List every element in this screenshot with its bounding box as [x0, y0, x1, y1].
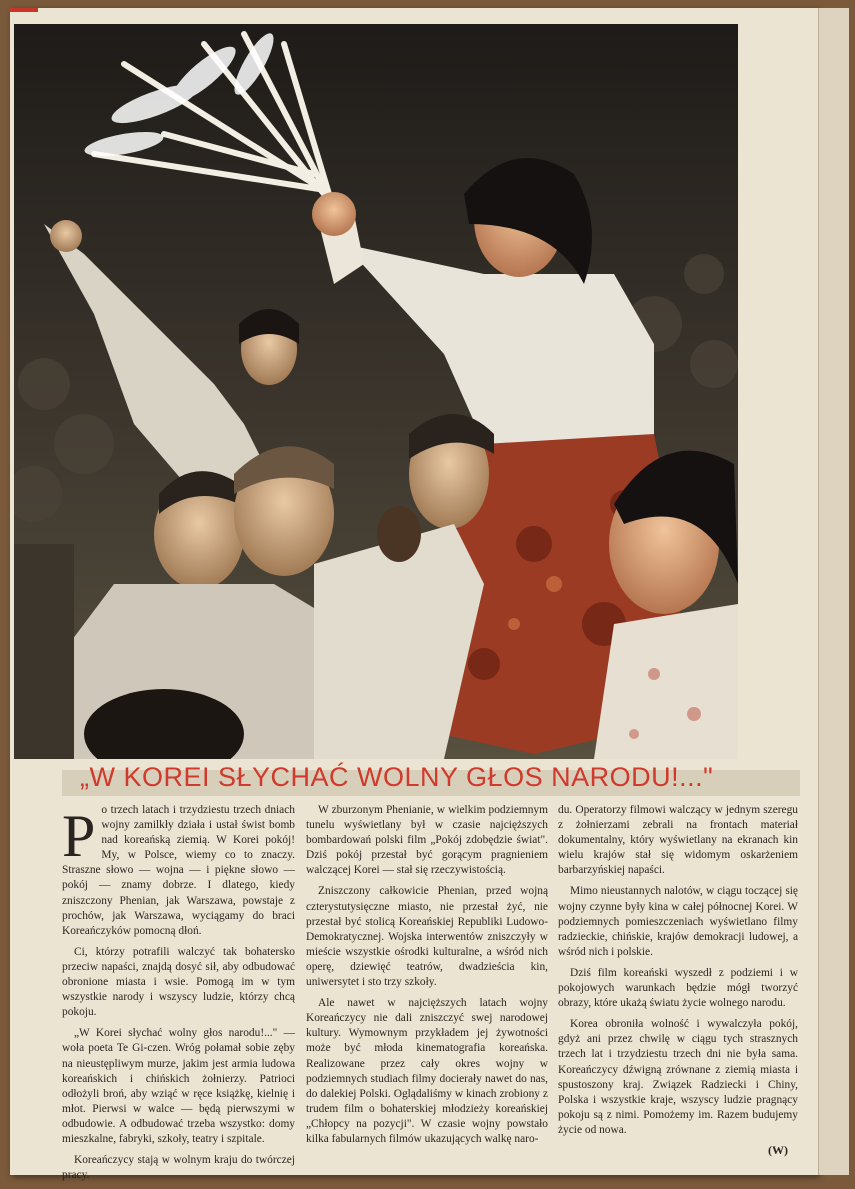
red-corner-mark [10, 8, 38, 12]
paragraph: Mimo nieustannych nalotów, w ciągu toczącej się wojny czynne były kina w całej północnej Korei. W podziemnych pomieszczeniach wyświetlano filmy radzieckie, chińskie, krajów demokracji ludowej, a wśród nich i polskie. [558, 885, 798, 958]
paragraph: Ale nawet w najcięższych latach wojny Koreańczycy nie dali zniszczyć swej narodowej kultury. Wymownym przykładem jej żywotności może być młoda kinematografia koreańska. Realizowane przez cały okres wojny w podziemnych studiach filmy docierały nawet do nas, do dalekiej Polski. Oglądaliśmy w kinach zrobiony z trudem film o bohaterskiej młodzieży koreańskiej „Chłopcy na pozycji". W czasie wojny powstało kilka fabularnych filmów ukazujących walkę naro- [306, 997, 548, 1145]
paragraph: Korea obroniła wolność i wywalczyła pokój, gdyż ani przez chwilę w ciągu tych strasznych trzech lat i trzydziestu trzech dni nie była sama. Koreańczycy dźwigną zrównane z ziemią miasta i spustoszony kraj. Związek Radziecki i Chiny, Polska i wszystkie kraje, wszyscy ludzie pragnący pokoju są z nimi. Pomożemy im. Razem budujemy życie od nowa. [558, 1018, 798, 1136]
article-headline: „W KOREI SŁYCHAĆ WOLNY GŁOS NARODU!..." [80, 762, 714, 792]
paragraph: „W Korei słychać wolny głos narodu!..." — woła poeta Te Gi-czen. Wróg połamał sobie zęby na nieustępliwym murze, jakim jest armia ludowa koreańskich i chińskich żołnierzy. Patrioci odłożyli broń, aby wziąć w ręce książkę, kielnię i młot. Pierwsi w walce — będą pierwszymi w odbudowie. A odbudować trzeba wszystko: domy mieszkalne, fabryki, szkoły, teatry i szpitale. [62, 1027, 295, 1145]
paragraph: Ci, którzy potrafili walczyć tak bohatersko przeciw napaści, znajdą dosyć sił, aby odbudować obronione miasta i wsie. Pomogą im w tym wszystkie narody i wszyscy ludzie, którzy chcą pokoju. [62, 945, 295, 1019]
paragraph: o trzech latach i trzydziestu trzech dniach wojny zamilkły działa i ustał świst bomb nad koreańską ziemią. W Korei pokój! My, w Polsce, wiemy co to znaczy. Straszne słowo — wojna — i piękne słowo — pokój — znamy dobrze. I dlatego, kiedy zniszczony Phenian, jak Warszawa, powstaje z prochów, jak Warszawa, wyciągamy do braci Koreańczyków pomocną dłoń. [62, 804, 295, 937]
photo-illustration [14, 24, 738, 759]
paragraph: Zniszczony całkowicie Phenian, przed wojną czterystutysięczne miasto, nie przestał żyć, nie przestał być stolicą Koreańskiej Republiki Ludowo-Demokratycznej. Wojska interwentów zniszczyły w mieście wszystkie ośrodki kulturalne, a wśród nich operę, dziewięć teatrów, dwadzieścia kin, uniwersytet i sto trzy szkoły. [306, 885, 548, 989]
article-column-2 [306, 803, 548, 1153]
paragraph: W zburzonym Phenianie, w wielkim podziemnym tunelu wyświetlany był w czasie najcięższych bombardowań polski film „Pokój zdobędzie świat". Dziś pokój przestał być gorącym pragnieniem walczącej Korei — stał się rzeczywistością. [306, 804, 548, 877]
drop-cap: P [62, 803, 96, 869]
article-column-1 [62, 803, 295, 1189]
next-page-edge [818, 8, 849, 1175]
paragraph: Dziś film koreański wyszedł z podziemi i w pokojowych warunkach będzie mógł tworzyć obrazy, które ukażą światu życie wolnego narodu. [558, 966, 798, 1010]
paragraph: Koreańczycy stają w wolnym kraju do twórczej pracy. [62, 1154, 295, 1182]
author-signature: (W) [768, 1143, 788, 1157]
paragraph: du. Operatorzy filmowi walczący w jednym szeregu z żołnierzami zebrali na frontach materiał dokumentalny, który wyświetlany na ekranach kin wielu krajów stał się widomym oskarżeniem barbarzyńskiej napaści. [558, 804, 798, 877]
article-column-3 [558, 803, 798, 1144]
celebration-photo [14, 24, 738, 759]
